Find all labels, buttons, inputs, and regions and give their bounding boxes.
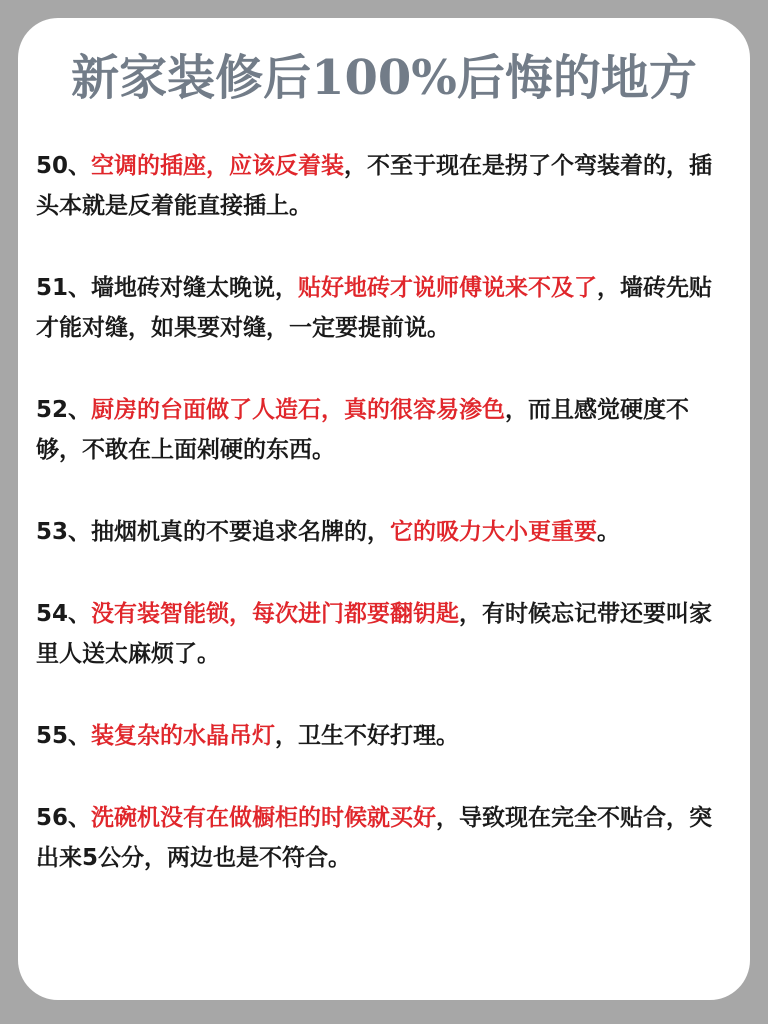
- item-number: 52、: [36, 397, 92, 423]
- item-text: 墙地砖对缝太晚说，: [91, 275, 299, 301]
- item-highlight: 它的吸力大小更重要: [390, 519, 598, 545]
- item-highlight: 贴好地砖才说师傅说来不及了: [298, 275, 598, 301]
- item-text: 。: [597, 519, 621, 545]
- item-text: ，而且感觉硬度不够，不敢在上面剁硬的东西。: [36, 397, 690, 463]
- list-item: [36, 512, 730, 552]
- item-highlight: 装复杂的水晶吊灯: [91, 723, 276, 749]
- item-number: 51、: [36, 275, 92, 301]
- item-text: ，不至于现在是拐了个弯装着的，插头本就是反着能直接插上。: [36, 153, 713, 219]
- item-number: 50、: [36, 153, 92, 179]
- tips-list: [36, 146, 730, 920]
- item-highlight: 厨房的台面做了人造石，真的很容易渗色: [91, 397, 506, 423]
- page-title: 新家装修后100%后悔的地方: [71, 50, 697, 106]
- item-text: 抽烟机真的不要追求名牌的，: [91, 519, 391, 545]
- list-item: [36, 798, 730, 878]
- item-text: ，卫生不好打理。: [275, 723, 460, 749]
- list-item: [36, 268, 730, 348]
- item-number: 56、: [36, 805, 92, 831]
- list-item: [36, 146, 730, 226]
- item-text: ，导致现在完全不贴合，突出来5公分，两边也是不符合。: [36, 805, 713, 871]
- list-item: [36, 716, 730, 756]
- list-item: [36, 594, 730, 674]
- item-highlight: 没有装智能锁，每次进门都要翻钥匙: [91, 601, 460, 627]
- item-number: 54、: [36, 601, 92, 627]
- list-item: [36, 390, 730, 470]
- item-text: ，墙砖先贴才能对缝，如果要对缝，一定要提前说。: [36, 275, 713, 341]
- item-number: 53、: [36, 519, 92, 545]
- item-text: ，有时候忘记带还要叫家里人送太麻烦了。: [36, 601, 713, 667]
- item-highlight: 洗碗机没有在做橱柜的时候就买好: [91, 805, 437, 831]
- item-number: 55、: [36, 723, 92, 749]
- item-highlight: 空调的插座，应该反着装: [91, 153, 345, 179]
